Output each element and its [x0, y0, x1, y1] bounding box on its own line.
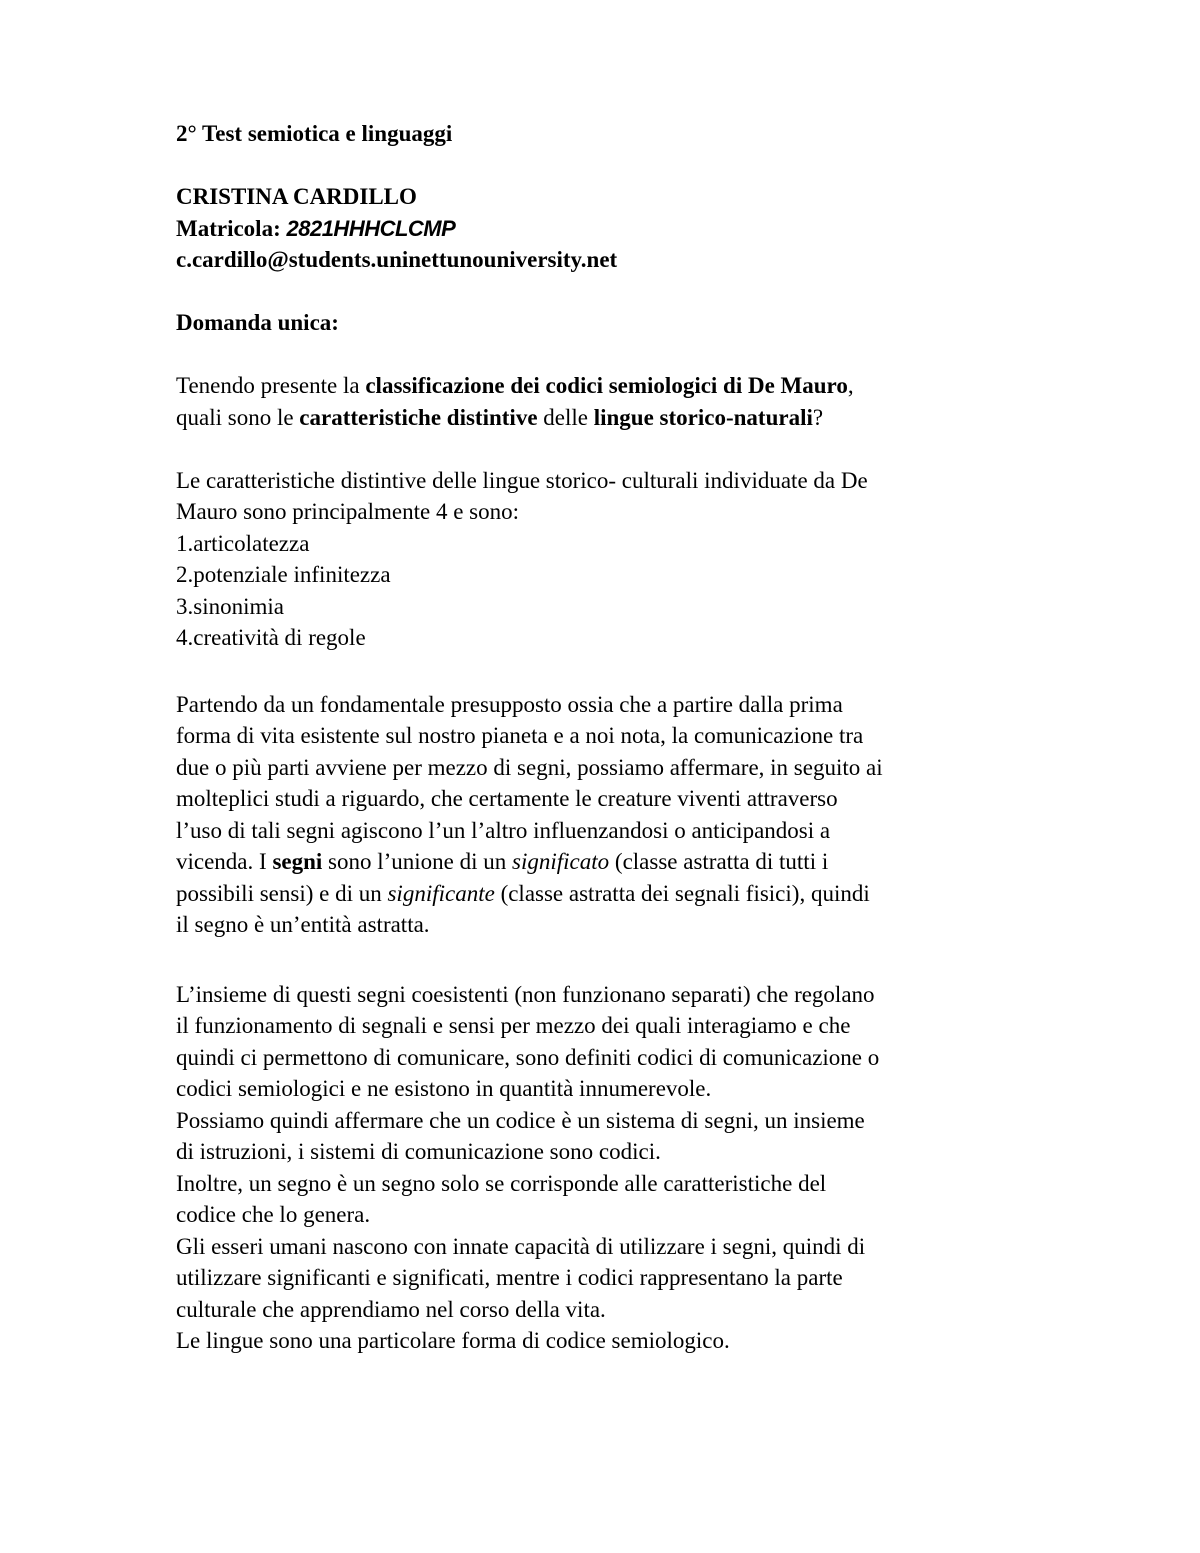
paragraph-line: Gli esseri umani nascono con innate capacità di utilizzare i segni, quindi di	[176, 1233, 866, 1259]
email-address: c.cardillo@students.uninettunouniversity.net	[176, 247, 618, 272]
question-text-segment: ?	[812, 404, 824, 430]
question-text	[176, 370, 1056, 433]
list-item: 1.articolatezza	[176, 530, 310, 556]
question-line-2	[176, 402, 1056, 434]
document-body	[176, 118, 1056, 1357]
answer-intro-line: Mauro sono principalmente 4 e sono:	[176, 499, 520, 524]
question-emphasis: lingue storico-naturali	[593, 404, 813, 430]
paragraph-line: l’uso di tali segni agiscono l’un l’altro influenzandosi o anticipandosi a	[176, 817, 831, 843]
paragraph-line: Le lingue sono una particolare forma di codice semiologico.	[176, 1328, 730, 1353]
question-text-segment: Tenendo presente la	[176, 373, 366, 398]
italic-term: significato	[512, 849, 610, 874]
list-item: 4.creatività di regole	[176, 625, 366, 650]
paragraph-line: codici semiologici e ne esistono in quantità innumerevole.	[176, 1076, 712, 1101]
document-title: 2° Test semiotica e linguaggi	[176, 121, 453, 146]
paragraph-line: utilizzare significanti e significati, mentre i codici rappresentano la parte	[176, 1265, 843, 1290]
matricola-line	[176, 213, 1056, 245]
paragraph-line: Inoltre, un segno è un segno solo se corrisponde alle caratteristiche del	[176, 1170, 827, 1196]
question-label: Domanda unica:	[176, 310, 339, 335]
paragraph-line: L’insieme di questi segni coesistenti (non funzionano separati) che regolano	[176, 981, 875, 1007]
italic-term: significante	[387, 880, 495, 906]
list-item: 3.sinonimia	[176, 593, 284, 619]
question-emphasis: classificazione dei codici semiologici di De Mauro	[365, 373, 848, 398]
text-segment: (classe astratta di tutti i	[609, 849, 829, 874]
text-segment: (classe astratta dei segnali fisici), quindi	[494, 880, 870, 906]
paragraph-line: di istruzioni, i sistemi di comunicazione sono codici.	[176, 1139, 661, 1164]
answer-intro-line: Le caratteristiche distintive delle lingue storico- culturali individuate da De	[176, 467, 868, 493]
matricola-label: Matricola:	[176, 215, 281, 241]
paragraph-line: Partendo da un fondamentale presupposto ossia che a partire dalla prima	[176, 691, 843, 717]
author-name: CRISTINA CARDILLO	[176, 184, 417, 209]
question-emphasis: caratteristiche distintive	[299, 404, 538, 430]
text-segment: possibili sensi) e di un	[176, 880, 388, 906]
paragraph-codes	[176, 979, 1056, 1357]
paragraph-line: due o più parti avviene per mezzo di segni, possiamo affermare, in seguito ai	[176, 754, 883, 780]
paragraph-signs	[176, 689, 1056, 941]
paragraph-line	[176, 878, 1056, 910]
paragraph-line: quindi ci permettono di comunicare, sono definiti codici di comunicazione o	[176, 1044, 880, 1070]
paragraph-line: culturale che apprendiamo nel corso della vita.	[176, 1296, 606, 1322]
question-text-segment: delle	[537, 404, 594, 430]
question-text-segment: quali sono le	[176, 404, 300, 430]
text-segment: sono l’unione di un	[322, 849, 513, 874]
bold-term: segni	[272, 849, 323, 874]
text-segment: vicenda. I	[176, 849, 273, 874]
matricola-value: 2821HHHCLCMP	[286, 215, 456, 241]
paragraph-line: il segno è un’entità astratta.	[176, 912, 430, 937]
paragraph-line: Possiamo quindi affermare che un codice è un sistema di segni, un insieme	[176, 1107, 865, 1133]
paragraph-line: codice che lo genera.	[176, 1202, 371, 1227]
paragraph-line: forma di vita esistente sul nostro pianeta e a noi nota, la comunicazione tra	[176, 723, 864, 748]
answer-intro	[176, 465, 1056, 528]
paragraph-line: il funzionamento di segnali e sensi per mezzo dei quali interagiamo e che	[176, 1013, 851, 1038]
question-text-segment: ,	[847, 373, 854, 398]
characteristics-list	[176, 528, 1056, 654]
paragraph-line	[176, 846, 1056, 878]
paragraph-line: molteplici studi a riguardo, che certamente le creature viventi attraverso	[176, 786, 838, 811]
list-item: 2.potenziale infinitezza	[176, 562, 391, 587]
question-line-1	[176, 370, 1056, 402]
